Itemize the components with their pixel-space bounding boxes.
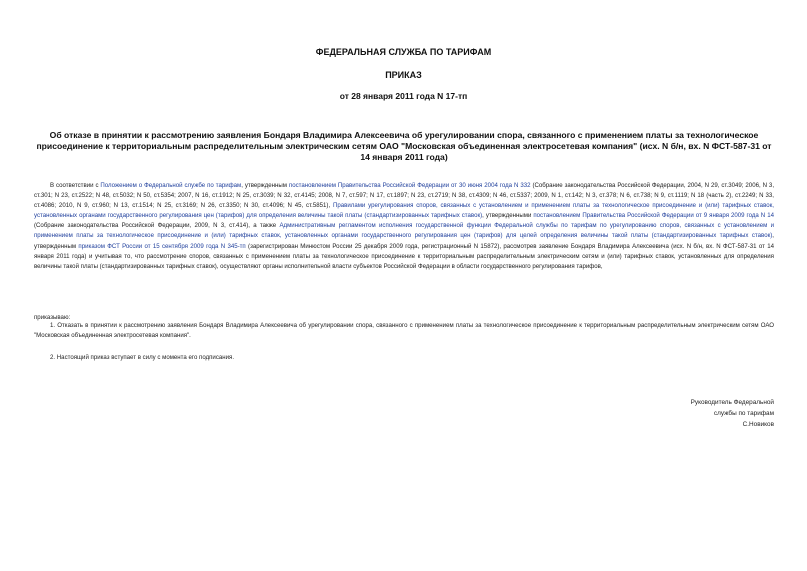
link-fst-regulation[interactable]: Положением о Федеральной службе по тарифам [100,182,242,189]
link-dispute-rules[interactable]: Правилами урегулирования споров, связанных с установлением и применением платы за технологическое присоединение и (или) тарифных ставок, установленных органами государственного регулирования цен (тарифов) для определения величины такой платы (стандартизированных тарифных ставок) [34,202,774,220]
preamble-text-5: (Собрание законодательства Российской Федерации, 2009, N 3, ст.414), а также [34,222,280,230]
link-government-decree-14[interactable]: постановлением Правительства Российской Федерации от 9 января 2009 года N 14 [533,212,774,220]
doc-type-heading: ПРИКАЗ [385,70,422,80]
preamble-text-6: , утвержденным [34,232,774,250]
preamble-text-7: (зарегистрирован Минюстом России 25 декабря 2009 года, регистрационный N 15872), рассмотрев заявление Бондаря Владимира Алексеевича (исх. N б/н, вх. N ФСТ-587-31 от 14 января 2011 года) и учитывая то, что рассмотрение споров, связанных с применением платы за технологическое присоединение к территориальным распределительным электрическим сетям и (или) тарифных ставок, установленных для определения величины такой платы (стандартизированных тарифных ставок), осуществляют органы исполнительной власти субъектов Российской Федерации в области государственного регулирования тарифов, [34,242,774,270]
signature-line-1: Руководитель Федеральной [690,399,774,406]
order-keyword: приказываю: [34,314,71,321]
signature-name: С.Новиков [742,421,774,428]
preamble-text-2: , утвержденным [241,182,289,189]
preamble-text-3: (Собрание законодательства Российской Федерации, 2004, N 29, ст.3049; 2006, N 3, ст.301; N 23, ст.2522; N 48, ст.5032; N 50, ст.5354; 2007, N 16, ст.1912; N 25, ст.3039; N 32, ст.4145; 2008, N 7, ст.597; N 17, ст.1897; N 23, ст.2719; N 38, ст.4309; N 46, ст.5337; 2009, N 1, ст.142; N 3, ст.378; N 6, ст.738; N 9, ст.1119; N 18 (часть 2), ст.2249; N 33, ст.4086; 2010, N 9, ст.960; N 13, ст.1514; N 25, ст.3169; N 26, ст.3350; N 30, ст.4096; N 45, ст.5851), [34,182,775,210]
link-fst-order-345[interactable]: приказом ФСТ России от 15 сентября 2009 года N 345-тп [78,242,246,250]
preamble-paragraph [34,181,774,272]
document-title: Об отказе в принятии к рассмотрению заявления Бондаря Владимира Алексеевича об урегулировании спора, связанного с применением платы за технологическое присоединение к территориальным распределительным электрическим сетям ОАО "Московская объединенная электросетевая компания" (исх. N б/н, вх. N ФСТ-587-31 от 14 января 2011 года) [36,130,772,162]
order-item-2: 2. Настоящий приказ вступает в силу с момента его подписания. [50,354,235,361]
preamble-text-1: В соответствии с [50,182,101,189]
signature-block [574,397,774,430]
link-admin-regulation[interactable]: Административным регламентом исполнения государственной функции Федеральной службы по тарифам по урегулированию споров, связанных с установлением и применением платы за технологическое присоединение и (или) тарифных ставок, установленных органами государственного регулирования цен (тарифов) для целей определения величины такой платы (стандартизированных тарифных ставок) [34,222,774,240]
agency-heading: ФЕДЕРАЛЬНАЯ СЛУЖБА ПО ТАРИФАМ [315,47,492,57]
date-number: от 28 января 2011 года N 17-тп [339,91,468,101]
preamble-text-4: , утвержденными [482,212,534,220]
order-item-1: 1. Отказать в принятии к рассмотрению заявления Бондаря Владимира Алексеевича об урегулировании спора, связанного с применением платы за технологическое присоединение к территориальным распределительным электрическим сетям ОАО "Московская объединенная электросетевая компания". [34,322,774,339]
link-government-decree-332[interactable]: постановлением Правительства Российской Федерации от 30 июня 2004 года N 332 [288,182,531,189]
signature-line-2: службы по тарифам [713,410,774,417]
